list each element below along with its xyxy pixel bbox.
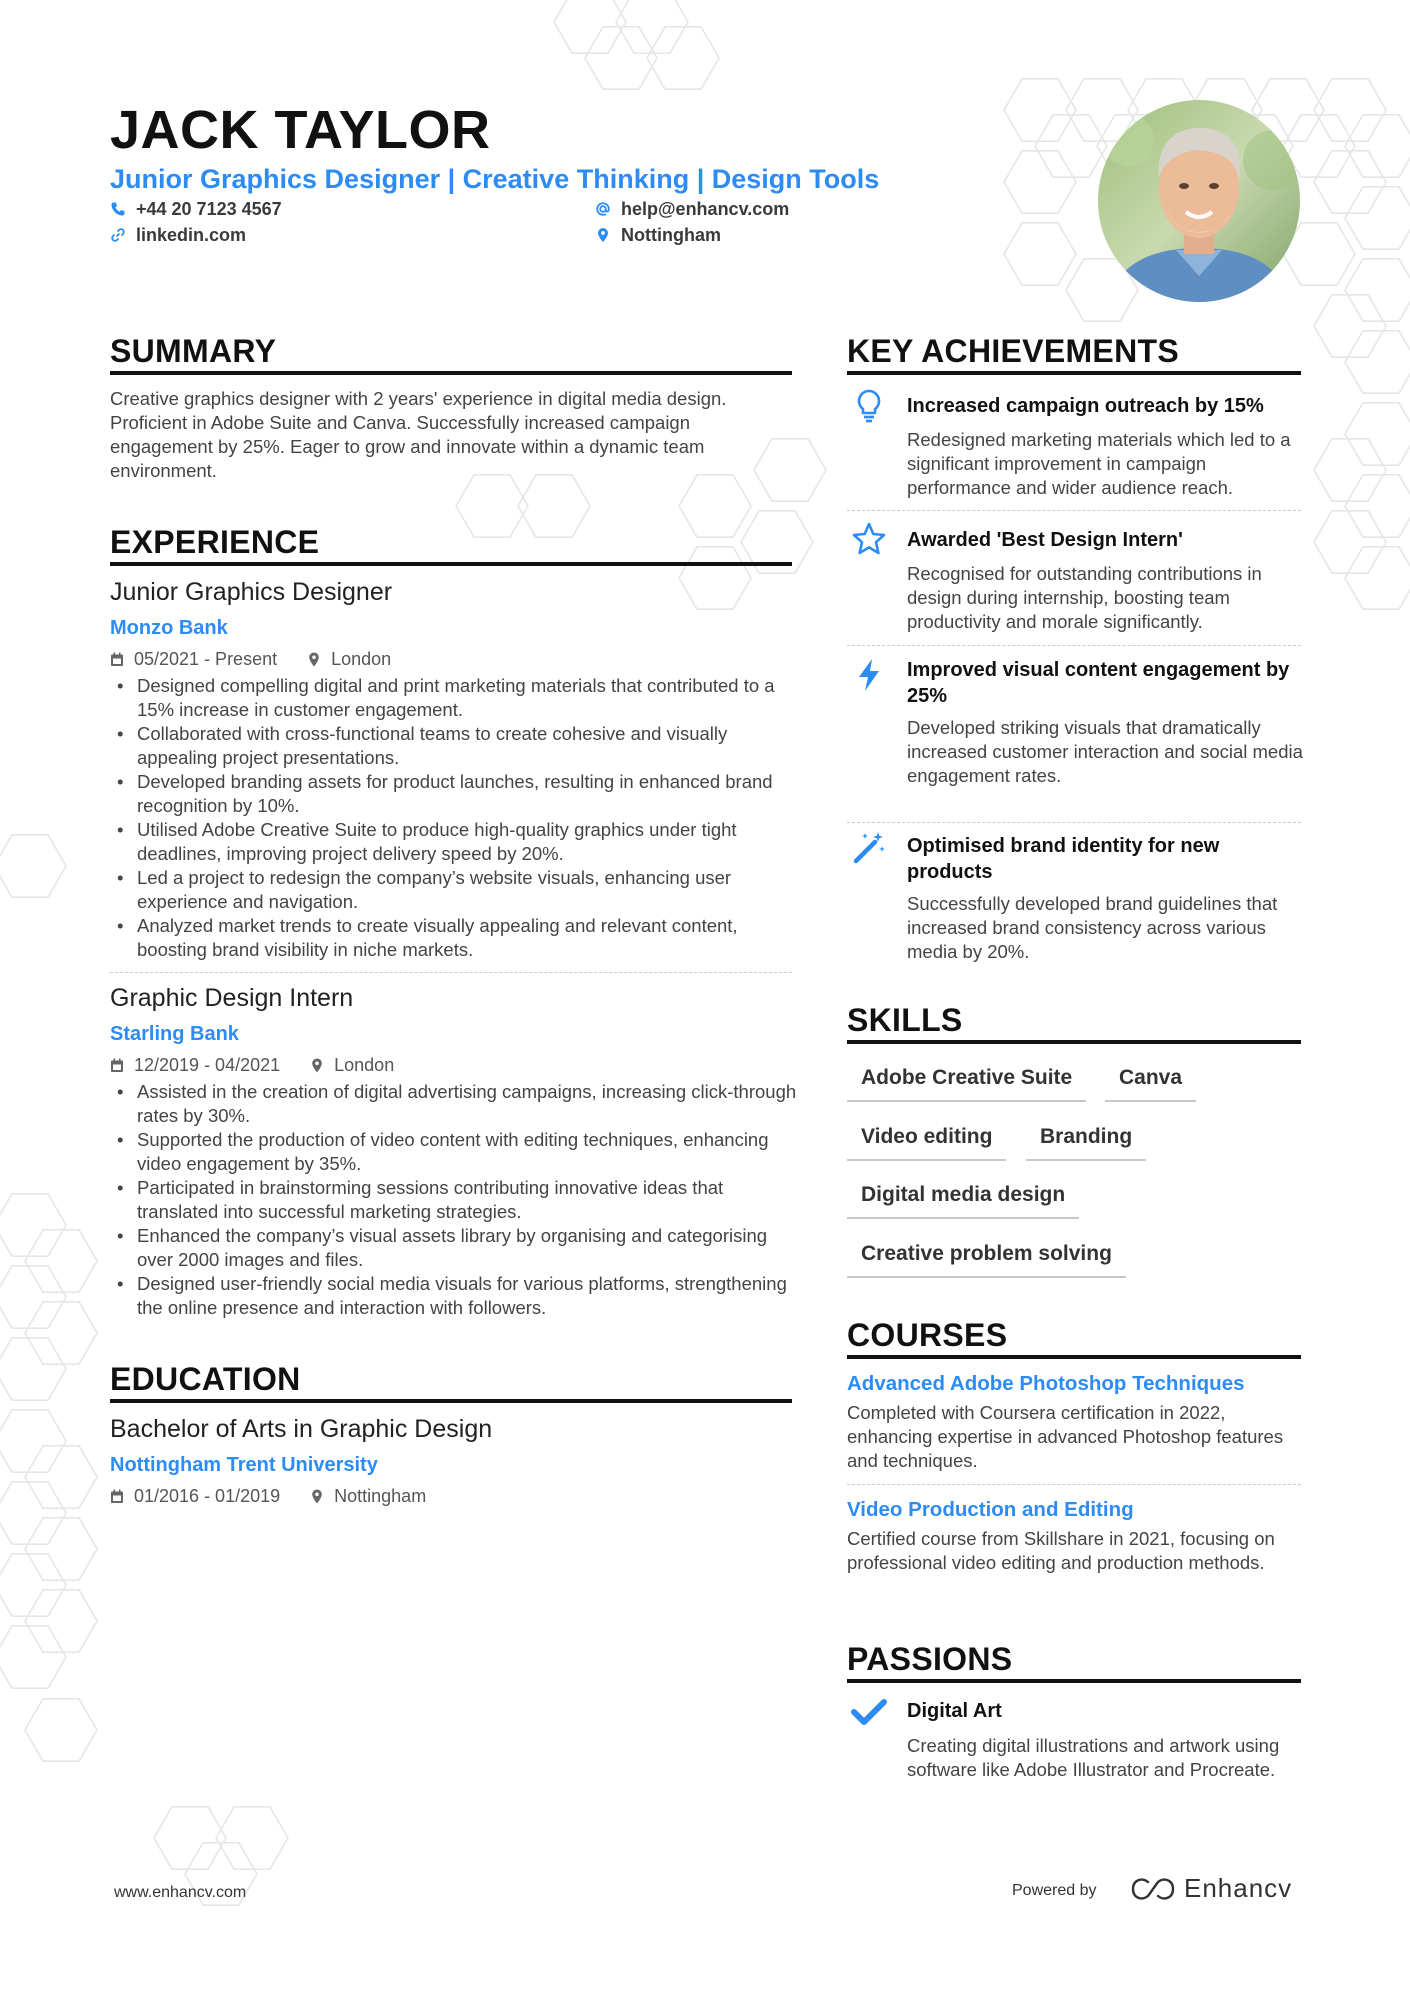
summary-heading: SUMMARY [110, 333, 277, 369]
achievements-rule [847, 371, 1301, 375]
experience-heading: EXPERIENCE [110, 524, 320, 560]
achievement-title: Increased campaign outreach by 15% [907, 395, 1264, 417]
contact-location [595, 223, 721, 247]
achievement-desc: Redesigned marketing materials which led to a significant improvement in campaign performance and wider audience reach. [907, 429, 1291, 498]
magic-wand-icon [851, 830, 887, 866]
course-desc: Completed with Coursera certification in 2022, enhancing expertise in advanced Photoshop features and techniques. [847, 1402, 1284, 1471]
email-text: help@enhancv.com [621, 199, 790, 219]
experience-rule [110, 562, 792, 566]
job-bullets [110, 1080, 800, 1320]
skill-tag: Video editing [847, 1123, 1006, 1161]
phone-text: +44 20 7123 4567 [136, 199, 282, 219]
bullet-item: • Utilised Adobe Creative Suite to produce high-quality graphics under tight deadlines, improving project delivery speed by 20%. [110, 818, 800, 866]
lightbulb-icon [851, 388, 887, 424]
bullet-item: • Designed user-friendly social media visuals for various platforms, strengthening the online presence and interaction with followers. [110, 1272, 800, 1320]
job-meta [110, 1053, 394, 1077]
achievement-desc: Developed striking visuals that dramatically increased customer interaction and social media engagement rates. [907, 717, 1303, 786]
location-pin-icon [310, 1058, 324, 1073]
passion-title: Digital Art [907, 1700, 1002, 1722]
job-dates: 12/2019 - 04/2021 [134, 1055, 281, 1075]
phone-icon [110, 201, 126, 217]
contact-linkedin[interactable] [110, 223, 246, 247]
course-title[interactable]: Advanced Adobe Photoshop Techniques [847, 1372, 1245, 1395]
contact-email[interactable] [595, 197, 789, 221]
bullet-item: • Led a project to redesign the company’s website visuals, enhancing user experience and navigation. [110, 866, 800, 914]
at-icon [595, 201, 611, 217]
skills-rule [847, 1040, 1301, 1044]
location-text: Nottingham [621, 225, 721, 245]
calendar-icon [110, 652, 124, 667]
profile-photo [1098, 100, 1300, 302]
skill-tag: Canva [1105, 1064, 1196, 1102]
passions-rule [847, 1679, 1301, 1683]
headline: Junior Graphics Designer | Creative Thinking | Design Tools [110, 164, 880, 194]
location-pin-icon [310, 1489, 324, 1504]
achievement-desc: Recognised for outstanding contributions in design during internship, boosting team productivity and morale significantly. [907, 563, 1262, 632]
job-meta [110, 647, 391, 671]
education-meta [110, 1484, 426, 1508]
school-name[interactable]: Nottingham Trent University [110, 1454, 378, 1476]
job-location: London [331, 649, 392, 669]
skill-tag: Branding [1026, 1123, 1146, 1161]
footer-brand-name: Enhancv [1184, 1873, 1293, 1903]
bullet-item: • Developed branding assets for product launches, resulting in enhanced brand recognition by 10%. [110, 770, 800, 818]
education-dates: 01/2016 - 01/2019 [134, 1486, 281, 1506]
course-desc: Certified course from Skillshare in 2021, focusing on professional video editing and production methods. [847, 1528, 1275, 1573]
job-title: Graphic Design Intern [110, 984, 354, 1012]
calendar-icon [110, 1489, 124, 1504]
achievement-title: Optimised brand identity for new products [907, 835, 1220, 883]
enhancv-logo-icon [1130, 1877, 1176, 1901]
degree-title: Bachelor of Arts in Graphic Design [110, 1415, 493, 1443]
bullet-item: • Assisted in the creation of digital advertising campaigns, increasing click-through rates by 30%. [110, 1080, 800, 1128]
bullet-item: • Designed compelling digital and print marketing materials that contributed to a 15% increase in customer engagement. [110, 674, 800, 722]
bullet-item: • Enhanced the company’s visual assets library by organising and categorising over 2000 images and files. [110, 1224, 800, 1272]
job-location: London [334, 1055, 395, 1075]
courses-rule [847, 1355, 1301, 1359]
skills-heading: SKILLS [847, 1002, 963, 1038]
job-divider [110, 972, 792, 973]
footer-brand[interactable] [1130, 1873, 1292, 1904]
star-icon [851, 521, 887, 557]
skill-tag: Digital media design [847, 1181, 1079, 1219]
achievement-title: Awarded 'Best Design Intern' [907, 529, 1183, 551]
location-pin-icon [595, 227, 611, 243]
summary-rule [110, 371, 792, 375]
achievement-title: Improved visual content engagement by 25% [907, 659, 1290, 707]
bullet-item: • Supported the production of video content with editing techniques, enhancing video engagement by 35%. [110, 1128, 800, 1176]
education-rule [110, 1399, 792, 1403]
candidate-name: JACK TAYLOR [110, 100, 491, 160]
location-pin-icon [307, 652, 321, 667]
summary-text: Creative graphics designer with 2 years' experience in digital media design. Proficient in Adobe Suite and Canva. Successfully increased campaign engagement by 25%. Eager to grow and innovate within a dynamic team environment. [110, 388, 727, 481]
contact-phone[interactable] [110, 197, 282, 221]
education-location: Nottingham [334, 1486, 427, 1506]
achievement-divider [847, 645, 1301, 646]
bullet-item: • Participated in brainstorming sessions contributing innovative ideas that translated into successful marketing strategies. [110, 1176, 800, 1224]
achievement-desc: Successfully developed brand guidelines that increased brand consistency across various media by 20%. [907, 893, 1278, 962]
bullet-item: • Collaborated with cross-functional teams to create cohesive and visually appealing project presentations. [110, 722, 800, 770]
passion-desc: Creating digital illustrations and artwork using software like Adobe Illustrator and Procreate. [907, 1735, 1280, 1780]
education-heading: EDUCATION [110, 1361, 301, 1397]
job-title: Junior Graphics Designer [110, 578, 393, 606]
course-title[interactable]: Video Production and Editing [847, 1498, 1134, 1521]
company-name[interactable]: Monzo Bank [110, 617, 228, 639]
job-dates: 05/2021 - Present [134, 649, 278, 669]
checkmark-icon [851, 1694, 887, 1730]
courses-heading: COURSES [847, 1317, 1008, 1353]
passions-heading: PASSIONS [847, 1641, 1013, 1677]
calendar-icon [110, 1058, 124, 1073]
achievement-divider [847, 822, 1301, 823]
footer-powered-by: Powered by [1012, 1882, 1097, 1899]
lightning-icon [851, 657, 887, 693]
skill-tag: Adobe Creative Suite [847, 1064, 1086, 1102]
achievement-divider [847, 510, 1301, 511]
achievements-heading: KEY ACHIEVEMENTS [847, 333, 1179, 369]
bullet-item: • Analyzed market trends to create visually appealing and relevant content, boosting brand visibility in niche markets. [110, 914, 800, 962]
job-bullets [110, 674, 800, 962]
skill-tag: Creative problem solving [847, 1240, 1126, 1278]
linkedin-text: linkedin.com [136, 225, 247, 245]
portrait-illustration [1098, 100, 1300, 302]
course-divider [847, 1484, 1301, 1485]
link-icon [110, 227, 126, 243]
footer-website[interactable]: www.enhancv.com [114, 1884, 247, 1901]
company-name[interactable]: Starling Bank [110, 1023, 239, 1045]
